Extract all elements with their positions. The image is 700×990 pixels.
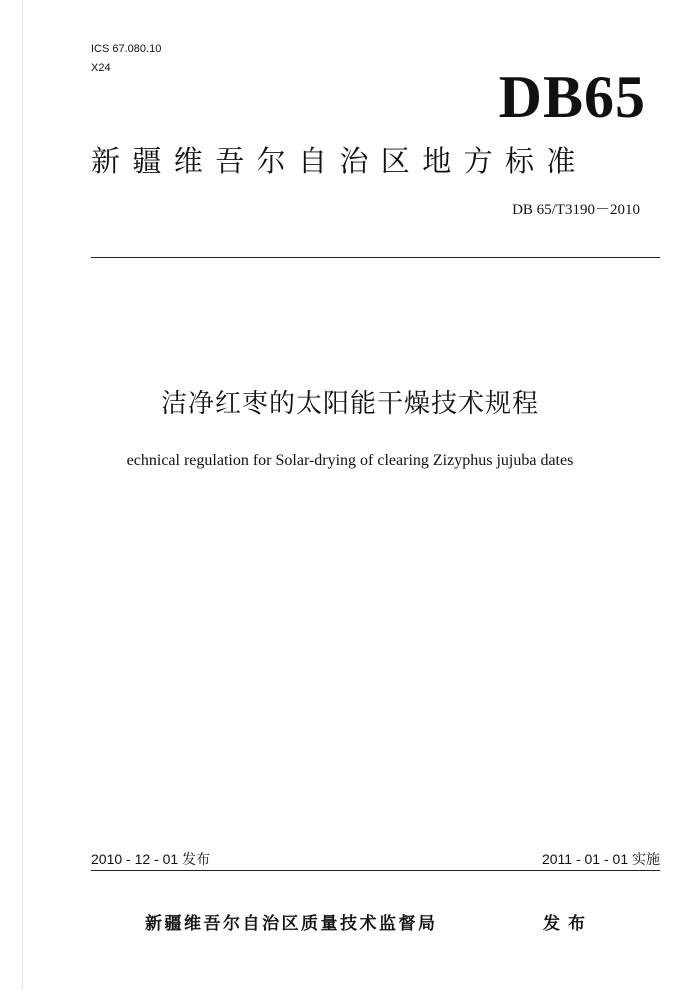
- classification-code: X24: [91, 62, 111, 74]
- top-divider: [91, 257, 660, 258]
- bottom-divider: [91, 870, 660, 871]
- document-title-chinese: 洁净红枣的太阳能干燥技术规程: [160, 389, 539, 419]
- issue-date: 2010 - 12 - 01 发布: [91, 851, 211, 867]
- standard-type-heading: 新疆维吾尔自治区地方标准: [91, 144, 588, 178]
- ics-code: ICS 67.080.10: [91, 43, 162, 55]
- document-title-english: echnical regulation for Solar-drying of clearing Zizyphus jujuba dates: [126, 452, 574, 469]
- scan-edge-line: [22, 0, 23, 990]
- publisher-name: 新疆维吾尔自治区质量技术监督局: [145, 914, 438, 934]
- db65-logo: DB65: [498, 64, 646, 130]
- effective-date: 2011 - 01 - 01 实施: [541, 851, 660, 867]
- publish-label: 发布: [543, 914, 593, 934]
- document-number: DB 65/T3190－2010: [512, 202, 640, 218]
